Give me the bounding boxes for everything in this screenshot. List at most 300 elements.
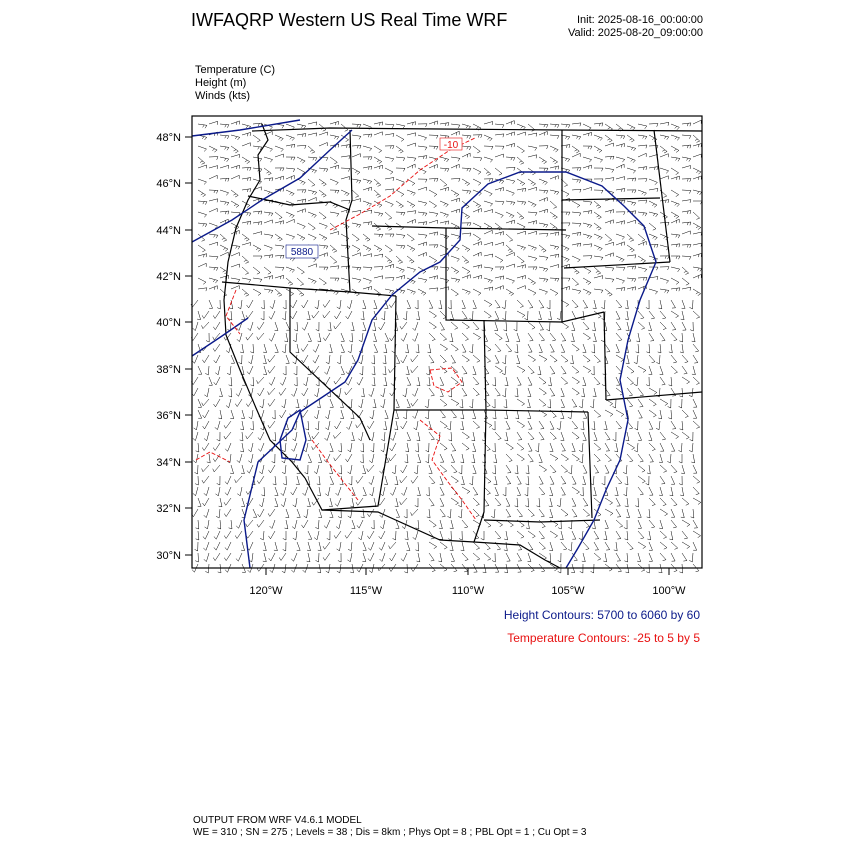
- wind-barb: [616, 164, 624, 168]
- wind-barb: [649, 454, 653, 462]
- wind-barb: [473, 421, 480, 429]
- wind-barb: [550, 432, 556, 440]
- lat-label: 42°N: [156, 271, 181, 283]
- temperature-contour-label: [440, 138, 462, 151]
- wind-barb: [330, 232, 339, 236]
- wind-barb: [461, 476, 465, 485]
- wind-barb: [440, 399, 447, 406]
- wind-barb: [330, 476, 334, 484]
- wind-barb: [352, 168, 360, 174]
- wind-barb: [451, 377, 458, 384]
- height-contour-legend: Height Contours: 5700 to 6060 by 60: [503, 608, 700, 622]
- wind-barb: [363, 254, 372, 257]
- wind-barb: [217, 300, 220, 309]
- wind-barb: [302, 355, 309, 363]
- wind-barb: [330, 135, 339, 140]
- wind-barb: [693, 154, 702, 158]
- wind-barb: [417, 487, 421, 496]
- wind-barb: [440, 221, 449, 225]
- wind-barb: [616, 476, 622, 484]
- wind-barb: [693, 212, 700, 219]
- wind-barb: [294, 322, 297, 331]
- wind-barb: [561, 399, 565, 407]
- wind-barb: [198, 124, 207, 128]
- wind-barb: [363, 134, 372, 137]
- wind-barb: [241, 311, 245, 320]
- wind-barb: [411, 399, 418, 406]
- wind-barb: [242, 289, 249, 296]
- wind-barb: [214, 355, 220, 363]
- wind-barb: [671, 278, 679, 284]
- wind-barb: [369, 388, 374, 397]
- wind-barb: [341, 366, 345, 374]
- wind-barb: [624, 553, 627, 562]
- wind-barb: [572, 212, 581, 216]
- wind-barb: [400, 476, 407, 483]
- wind-barb: [194, 421, 198, 430]
- wind-barb: [213, 553, 220, 561]
- wind-barb: [671, 355, 677, 363]
- wind-barb: [572, 421, 578, 429]
- wind-barb: [450, 311, 454, 320]
- wind-barb: [407, 432, 411, 440]
- wind-barb: [370, 410, 374, 419]
- wind-barb: [283, 542, 286, 551]
- wind-barb: [504, 322, 507, 331]
- wind-barb: [550, 124, 559, 128]
- wind-barb: [693, 120, 701, 124]
- wind-barb: [385, 168, 393, 174]
- wind-barb: [627, 542, 633, 550]
- wind-barb: [648, 322, 652, 331]
- wind-barb: [671, 432, 679, 439]
- wind-barb: [198, 223, 207, 227]
- wind-barb: [462, 311, 467, 319]
- wind-barb: [312, 311, 319, 318]
- wind-barb: [682, 179, 691, 182]
- wind-barb: [671, 288, 680, 291]
- wind-barb: [539, 399, 546, 406]
- wind-barb: [451, 465, 457, 473]
- wind-barb: [274, 542, 278, 551]
- wind-barb: [671, 135, 680, 140]
- wind-barb: [495, 154, 504, 158]
- wind-barb: [623, 465, 627, 474]
- wind-barb: [660, 267, 669, 270]
- wind-barb: [550, 176, 558, 180]
- wind-barb: [492, 377, 495, 386]
- wind-barb: [264, 157, 273, 162]
- wind-barb: [451, 443, 456, 451]
- wind-barb: [605, 168, 614, 173]
- wind-barb: [517, 454, 524, 461]
- wind-barb: [462, 124, 471, 129]
- wind-barb: [275, 212, 282, 219]
- wind-barb: [660, 333, 665, 341]
- wind-barb: [572, 399, 577, 407]
- wind-barb: [286, 190, 294, 196]
- wind-barb: [418, 252, 426, 256]
- wind-barb: [242, 234, 249, 241]
- wind-barb: [627, 278, 636, 282]
- wind-barb: [626, 355, 629, 364]
- wind-barb: [528, 344, 532, 352]
- wind-barb: [209, 208, 217, 212]
- wind-barb: [291, 300, 297, 308]
- wind-barb: [469, 399, 473, 408]
- wind-barb: [341, 333, 345, 341]
- lon-label: 115°W: [349, 585, 383, 597]
- wind-barb: [323, 300, 330, 307]
- wind-barb: [492, 465, 495, 474]
- wind-barb: [229, 377, 232, 386]
- wind-barb: [279, 553, 286, 561]
- wind-barb: [275, 135, 283, 141]
- wind-barb: [273, 432, 276, 441]
- wind-barb: [403, 410, 407, 419]
- wind-barb: [451, 355, 456, 363]
- wind-barb: [341, 177, 350, 180]
- wind-barb: [283, 300, 286, 309]
- wind-barb: [462, 322, 469, 329]
- wind-barb: [361, 311, 364, 320]
- wind-barb: [220, 245, 228, 251]
- wind-barb: [572, 366, 579, 373]
- wind-barb: [264, 289, 273, 293]
- wind-barb: [307, 498, 311, 507]
- wind-barb: [494, 476, 498, 485]
- wind-barb: [660, 176, 668, 180]
- wind-barb: [294, 377, 297, 386]
- wind-barb: [308, 223, 315, 230]
- wind-barb: [323, 333, 330, 341]
- wind-barb: [649, 333, 654, 341]
- wind-barb: [451, 344, 458, 351]
- wind-barb: [528, 231, 537, 235]
- wind-barb: [495, 232, 504, 236]
- wind-barb: [638, 531, 644, 539]
- wind-barb: [318, 509, 322, 518]
- wind-barb: [571, 333, 575, 342]
- wind-barb: [693, 253, 702, 257]
- wind-barb: [561, 476, 566, 484]
- wind-barb: [669, 531, 672, 540]
- wind-barb: [373, 333, 377, 342]
- wind-barb: [220, 275, 229, 279]
- wind-barb: [669, 344, 672, 353]
- wind-barb: [493, 454, 496, 463]
- wind-barb: [539, 520, 545, 528]
- wind-barb: [484, 300, 492, 307]
- wind-barb: [668, 410, 671, 419]
- wind-barb: [594, 146, 602, 153]
- wind-barb: [649, 553, 653, 561]
- wind-barb: [363, 234, 370, 241]
- wind-barb: [649, 410, 656, 417]
- wind-barb: [231, 264, 240, 268]
- wind-barb: [462, 245, 470, 252]
- wind-barb: [203, 410, 209, 418]
- wind-barb: [411, 366, 418, 373]
- wind-barb: [693, 201, 702, 204]
- wind-barb: [572, 278, 579, 286]
- wind-barb: [396, 157, 405, 161]
- wind-barb: [550, 212, 557, 219]
- wind-barb: [462, 256, 469, 263]
- wind-barb: [473, 509, 479, 517]
- wind-barb: [594, 443, 601, 450]
- wind-barb: [440, 366, 447, 373]
- wind-barb: [616, 267, 625, 271]
- wind-barb: [616, 288, 625, 291]
- wind-barb: [616, 144, 625, 148]
- wind-barb: [237, 454, 242, 463]
- wind-barb: [594, 201, 601, 208]
- wind-barb: [405, 531, 408, 540]
- wind-barb: [202, 322, 210, 329]
- wind-barb: [439, 531, 443, 540]
- wind-barb: [451, 124, 460, 128]
- wind-barb: [473, 135, 482, 138]
- wind-barb: [473, 168, 481, 174]
- wind-barb: [539, 322, 544, 330]
- wind-barb: [627, 266, 636, 269]
- wind-barb: [361, 388, 364, 397]
- wind-barb: [204, 432, 209, 441]
- wind-barb: [285, 520, 288, 529]
- wind-barb: [242, 189, 251, 192]
- wind-barb: [549, 487, 553, 496]
- wind-barb: [660, 278, 669, 283]
- wind-barb: [594, 179, 603, 182]
- wind-barb: [415, 498, 418, 507]
- wind-barb: [440, 322, 445, 330]
- wind-barb: [324, 377, 331, 385]
- wind-barb: [539, 542, 546, 550]
- wind-barb: [506, 476, 511, 484]
- wind-barb: [693, 399, 697, 407]
- wind-barb: [440, 476, 444, 484]
- wind-barb: [572, 146, 579, 153]
- wind-barb: [404, 509, 407, 518]
- wind-barb: [616, 242, 624, 246]
- wind-barb: [649, 355, 655, 363]
- wind-barb: [605, 542, 610, 550]
- wind-barb: [693, 144, 702, 148]
- wind-barb: [473, 265, 482, 269]
- wind-barb: [481, 531, 484, 540]
- wind-barb: [440, 487, 444, 495]
- wind-barb: [583, 410, 587, 418]
- wind-barb: [273, 476, 276, 485]
- svg-text:-10: -10: [443, 140, 459, 151]
- wind-barb: [258, 432, 264, 440]
- wind-barb: [352, 135, 361, 139]
- wind-barb: [680, 487, 683, 496]
- wind-barb: [572, 476, 576, 484]
- wind-barb: [671, 190, 679, 197]
- wind-barb: [462, 212, 470, 219]
- wind-barb: [374, 300, 378, 309]
- wind-barb: [346, 454, 353, 462]
- wind-barb: [330, 443, 334, 451]
- wind-barb: [535, 443, 539, 452]
- wind-barb: [451, 234, 460, 239]
- wind-barb: [319, 212, 326, 219]
- wind-barb: [460, 399, 463, 408]
- wind-barb: [660, 432, 666, 440]
- wind-barb: [374, 165, 383, 169]
- wind-barb: [517, 201, 526, 205]
- wind-barb: [638, 190, 647, 196]
- wind-barb: [580, 487, 583, 496]
- wind-barb: [429, 300, 433, 308]
- wind-barb: [231, 201, 239, 208]
- svg-text:5880: 5880: [290, 247, 314, 258]
- wind-barb: [250, 421, 253, 430]
- wind-barb: [495, 487, 499, 495]
- wind-barb: [616, 256, 624, 262]
- wind-barb: [484, 190, 492, 196]
- wind-barb: [352, 267, 361, 271]
- wind-barb: [429, 220, 438, 224]
- wind-barb: [550, 388, 555, 396]
- wind-barb: [314, 531, 319, 540]
- wind-barb: [484, 311, 491, 318]
- wind-barb: [195, 553, 198, 562]
- wind-barb: [390, 388, 396, 396]
- wind-barb: [649, 289, 658, 294]
- wind-barb: [257, 377, 264, 384]
- wind-barb: [259, 498, 264, 507]
- wind-barb: [209, 242, 218, 246]
- wind-barb: [429, 121, 438, 125]
- wind-barb: [693, 190, 702, 195]
- wind-barb: [286, 322, 290, 330]
- wind-barb: [263, 366, 267, 375]
- wind-barb: [389, 454, 396, 461]
- wind-barb: [583, 124, 591, 130]
- wind-barb: [317, 487, 320, 496]
- wind-barb: [506, 190, 514, 196]
- wind-barb: [539, 531, 545, 539]
- wind-barb: [680, 421, 683, 430]
- wind-barb: [440, 377, 444, 385]
- wind-barb: [429, 178, 438, 181]
- wind-barb: [429, 498, 434, 506]
- wind-barb: [625, 311, 628, 320]
- wind-barb: [282, 311, 286, 320]
- wind-barb: [219, 498, 222, 507]
- wind-barb: [517, 311, 525, 317]
- init-time: Init: 2025-08-16_00:00:00: [577, 14, 703, 26]
- wind-barb: [572, 232, 581, 236]
- wind-barb: [561, 322, 569, 329]
- wind-barb: [407, 399, 411, 407]
- wind-barb: [614, 542, 617, 551]
- wind-barb: [517, 366, 525, 373]
- wind-barb: [231, 190, 238, 197]
- wind-barb: [572, 135, 581, 140]
- wind-barb: [451, 131, 459, 135]
- wind-barb: [407, 234, 414, 241]
- wind-barb: [450, 333, 454, 342]
- wind-barb: [557, 311, 561, 320]
- wind-barb: [214, 377, 220, 385]
- wind-barb: [693, 531, 701, 538]
- wind-barb: [506, 132, 515, 136]
- wind-barb: [594, 531, 599, 539]
- wind-barb: [528, 256, 537, 261]
- wind-barb: [352, 355, 356, 363]
- wind-barb: [583, 157, 592, 162]
- wind-barb: [671, 553, 675, 561]
- wind-barb: [385, 234, 394, 237]
- wind-barb: [390, 443, 396, 451]
- wind-barb: [405, 443, 408, 452]
- wind-barb: [390, 487, 396, 495]
- wind-barb: [440, 542, 447, 549]
- wind-barb: [407, 245, 415, 251]
- wind-barb: [517, 124, 525, 130]
- wind-barb: [484, 122, 493, 126]
- wind-barb: [213, 443, 220, 451]
- model-settings-line: WE = 310 ; SN = 275 ; Levels = 38 ; Dis = 8km ; Phys Opt = 8 ; PBL Opt = 1 ; Cu Opt = 3: [193, 827, 587, 838]
- wind-barb: [297, 168, 305, 174]
- wind-barb: [346, 311, 352, 319]
- wind-barb: [308, 264, 316, 268]
- wind-barb: [602, 476, 605, 485]
- wind-barb: [209, 175, 217, 179]
- wind-barb: [671, 509, 675, 517]
- wind-barb: [282, 344, 286, 353]
- wind-barb: [616, 553, 621, 561]
- wind-barb: [391, 432, 397, 441]
- wind-barb: [605, 267, 614, 271]
- wind-barb: [646, 476, 649, 485]
- wind-barb: [240, 344, 243, 353]
- wind-barb: [263, 344, 267, 353]
- wind-barb: [473, 553, 480, 560]
- wind-barb: [572, 123, 581, 126]
- wind-barb: [380, 553, 386, 562]
- wind-barb: [682, 200, 691, 203]
- wind-barb: [517, 399, 525, 406]
- wind-barb: [407, 219, 415, 223]
- lat-label: 34°N: [156, 457, 181, 469]
- wind-barb: [539, 256, 548, 260]
- wind-barb: [352, 223, 361, 228]
- temperature-contour-legend: Temperature Contours: -25 to 5 by 5: [507, 631, 700, 645]
- wind-barb: [264, 168, 271, 175]
- wind-barb: [246, 531, 253, 538]
- wind-barb: [484, 201, 493, 206]
- wind-barb: [246, 432, 253, 439]
- wind-barb: [279, 388, 286, 395]
- wind-barb: [528, 300, 533, 308]
- wind-barb: [593, 300, 597, 309]
- wind-barb: [659, 487, 662, 496]
- wind-barb: [539, 198, 547, 202]
- wind-barb: [682, 123, 691, 126]
- wind-barb: [205, 366, 209, 375]
- wind-barb: [363, 222, 372, 225]
- wind-barb: [198, 245, 205, 252]
- wind-barb: [550, 454, 558, 461]
- wind-barb: [351, 432, 355, 441]
- wind-barb: [495, 276, 504, 280]
- wind-barb: [413, 322, 419, 331]
